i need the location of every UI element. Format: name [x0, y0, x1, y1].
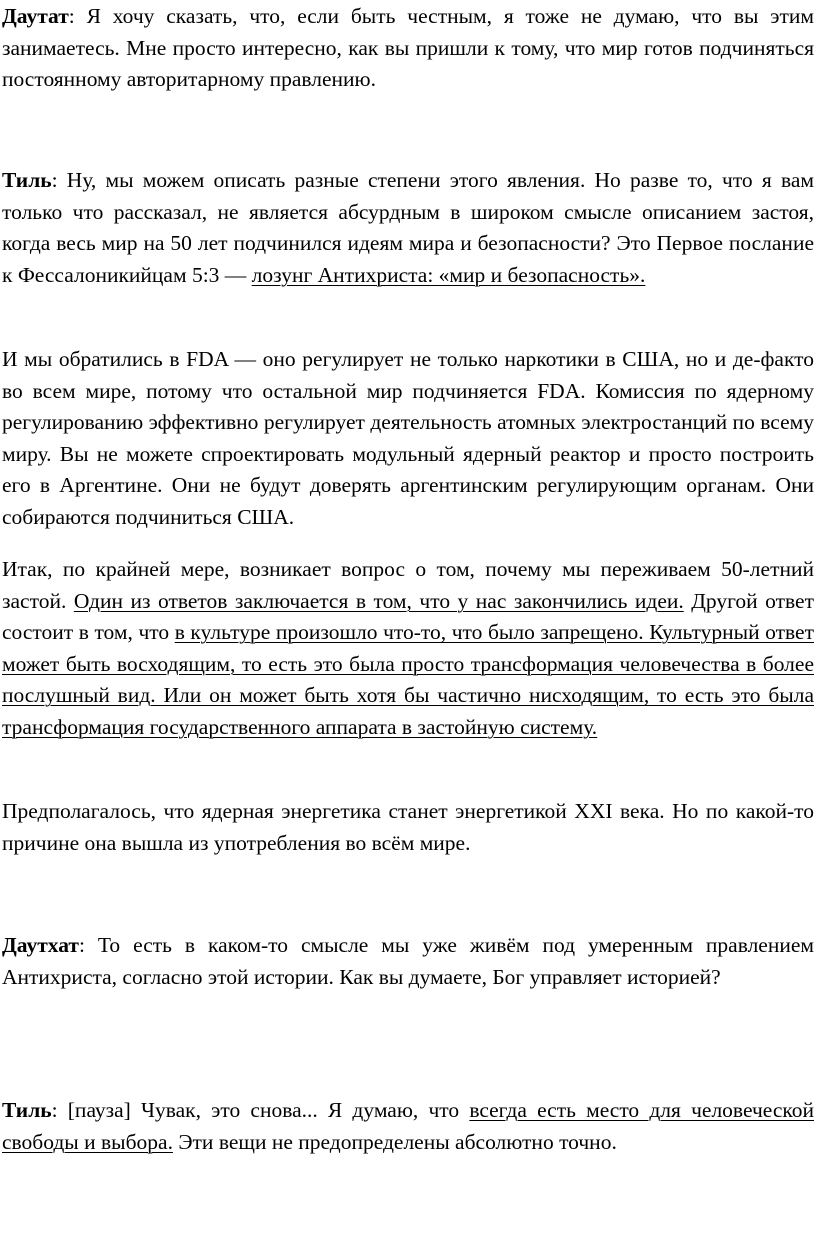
paragraph-stagnation	[2, 554, 814, 743]
paragraph-douthat-question-1	[2, 1, 814, 96]
paragraph-text: : [пауза] Чувак, это снова... Я думаю, что	[51, 1098, 470, 1122]
paragraph-text: : Ну, мы можем описать разные степени этого явления. Но разве то, что я вам только что рассказал, не является абсурдным в широком смысле описанием застоя, когда весь мир на 50 лет подчинился идеям мира и безопасности? Это Первое послание к Фессалоникийцам 5:3 —	[2, 168, 814, 287]
speaker-name: Тиль	[2, 168, 52, 192]
paragraph-douthat-question-2	[2, 930, 814, 993]
paragraph-nuclear-energy	[2, 796, 814, 859]
underlined-ideas: Один из ответов заключается в том, что у нас закончились идеи.	[73, 588, 684, 613]
paragraph-text: Предполагалось, что ядерная энергетика станет энергетикой XXI века. Но по какой-то причине она вышла из употребления во всём мире.	[2, 799, 814, 855]
paragraph-fda-regulation	[2, 344, 814, 533]
speaker-name: Даутат	[2, 4, 69, 28]
speaker-name: Тиль	[2, 1098, 52, 1122]
paragraph-text: : Я хочу сказать, что, если быть честным, я тоже не думаю, что вы этим занимаетесь. Мне просто интересно, как вы пришли к тому, что мир готов подчиняться постоянному авторитарному правлению.	[2, 4, 814, 91]
speaker-name: Даутхат	[2, 933, 79, 957]
paragraph-thiel-answer-2	[2, 1095, 814, 1158]
paragraph-text: Эти вещи не предопределены абсолютно точно.	[172, 1129, 617, 1154]
paragraph-text: Другой ответ состоит в том, что	[2, 588, 814, 644]
underlined-quote: лозунг Антихриста: «мир и безопасность».	[251, 262, 646, 287]
paragraph-text: : То есть в каком-то смысле мы уже живём под умеренным правлением Антихриста, согласно этой истории. Как вы думаете, Бог управляет историей?	[2, 933, 814, 989]
paragraph-text: Итак, по крайней мере, возникает вопрос о том, почему мы переживаем 50-летний застой.	[2, 557, 814, 613]
paragraph-text: И мы обратились в FDA — оно регулирует не только наркотики в США, но и де-факто во всем мире, потому что остальной мир подчиняется FDA. Комиссия по ядерному регулированию эффективно регулирует деятельность атомных электростанций по всему миру. Вы не можете спроектировать модульный ядерный реактор и просто построить его в Аргентине. Они не будут доверять аргентинским регулирующим органам. Они собираются подчиниться США.	[2, 347, 814, 529]
paragraph-thiel-answer-1	[2, 165, 814, 291]
underlined-culture: в культуре произошло что-то, что было запрещено. Культурный ответ может быть восходящим, то есть это была просто трансформация человечества в более послушный вид. Или он может быть хотя бы частично нисходящим, то есть это была трансформация государственного аппарата в застойную систему.	[2, 620, 814, 739]
underlined-freedom: всегда есть место для человеческой свободы и выбора.	[2, 1098, 814, 1154]
